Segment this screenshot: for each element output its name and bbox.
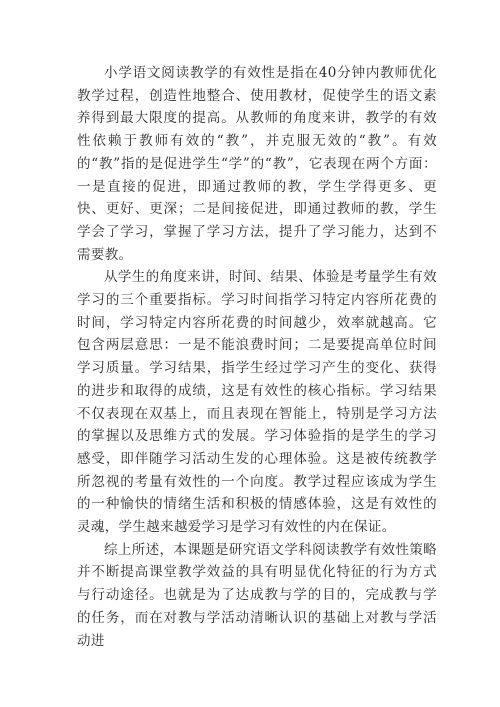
paragraph-teacher-perspective: 小学语文阅读教学的有效性是指在40分钟内教师优化教学过程，创造性地整合、使用教材，促使学生的语文素养得到最大限度的提高。从教师的角度来讲，教学的有效性依赖于教师有效的“教”，并克服无效的“教”。有效的“教”指的是促进学生“学”的“教”，它表现在两个方面：一是直接的促进，即通过教师的教，学生学得更多、更快、更好、更深；二是间接促进，即通过教师的教，学生学会了学习，掌握了学习方法，提升了学习能力，达到不需要教。	[77, 65, 437, 263]
paragraph-summary: 综上所述，本课题是研究语文学科阅读教学有效性策略并不断提高课堂教学效益的具有明显优化特征的行为方式与行动途径。也就是为了达成教与学的目的，完成教与学的任务，而在对教与学活动清晰认识的基础上对教与学活动进	[77, 541, 437, 649]
body-text	[77, 62, 437, 652]
paragraph-student-perspective: 从学生的角度来讲，时间、结果、体验是考量学生有效学习的三个重要指标。学习时间指学习特定内容所花费的时间，学习特定内容所花费的时间越少，效率就越高。它包含两层意思：一是不能浪费时间；二是要提高单位时间学习质量。学习结果，指学生经过学习产生的变化、获得的进步和取得的成绩，这是有效性的核心指标。学习结果不仅表现在双基上，而且表现在智能上，特别是学习方法的掌握以及思维方式的发展。学习体验指的是学生的学习感受，即伴随学习活动生发的心理体验。这是被传统教学所忽视的考量有效性的一个向度。教学过程应该成为学生的一种愉快的情绪生活和积极的情感体验，这是有效性的灵魂，学生越来越爱学习是学习有效性的内在保证。	[77, 269, 437, 536]
